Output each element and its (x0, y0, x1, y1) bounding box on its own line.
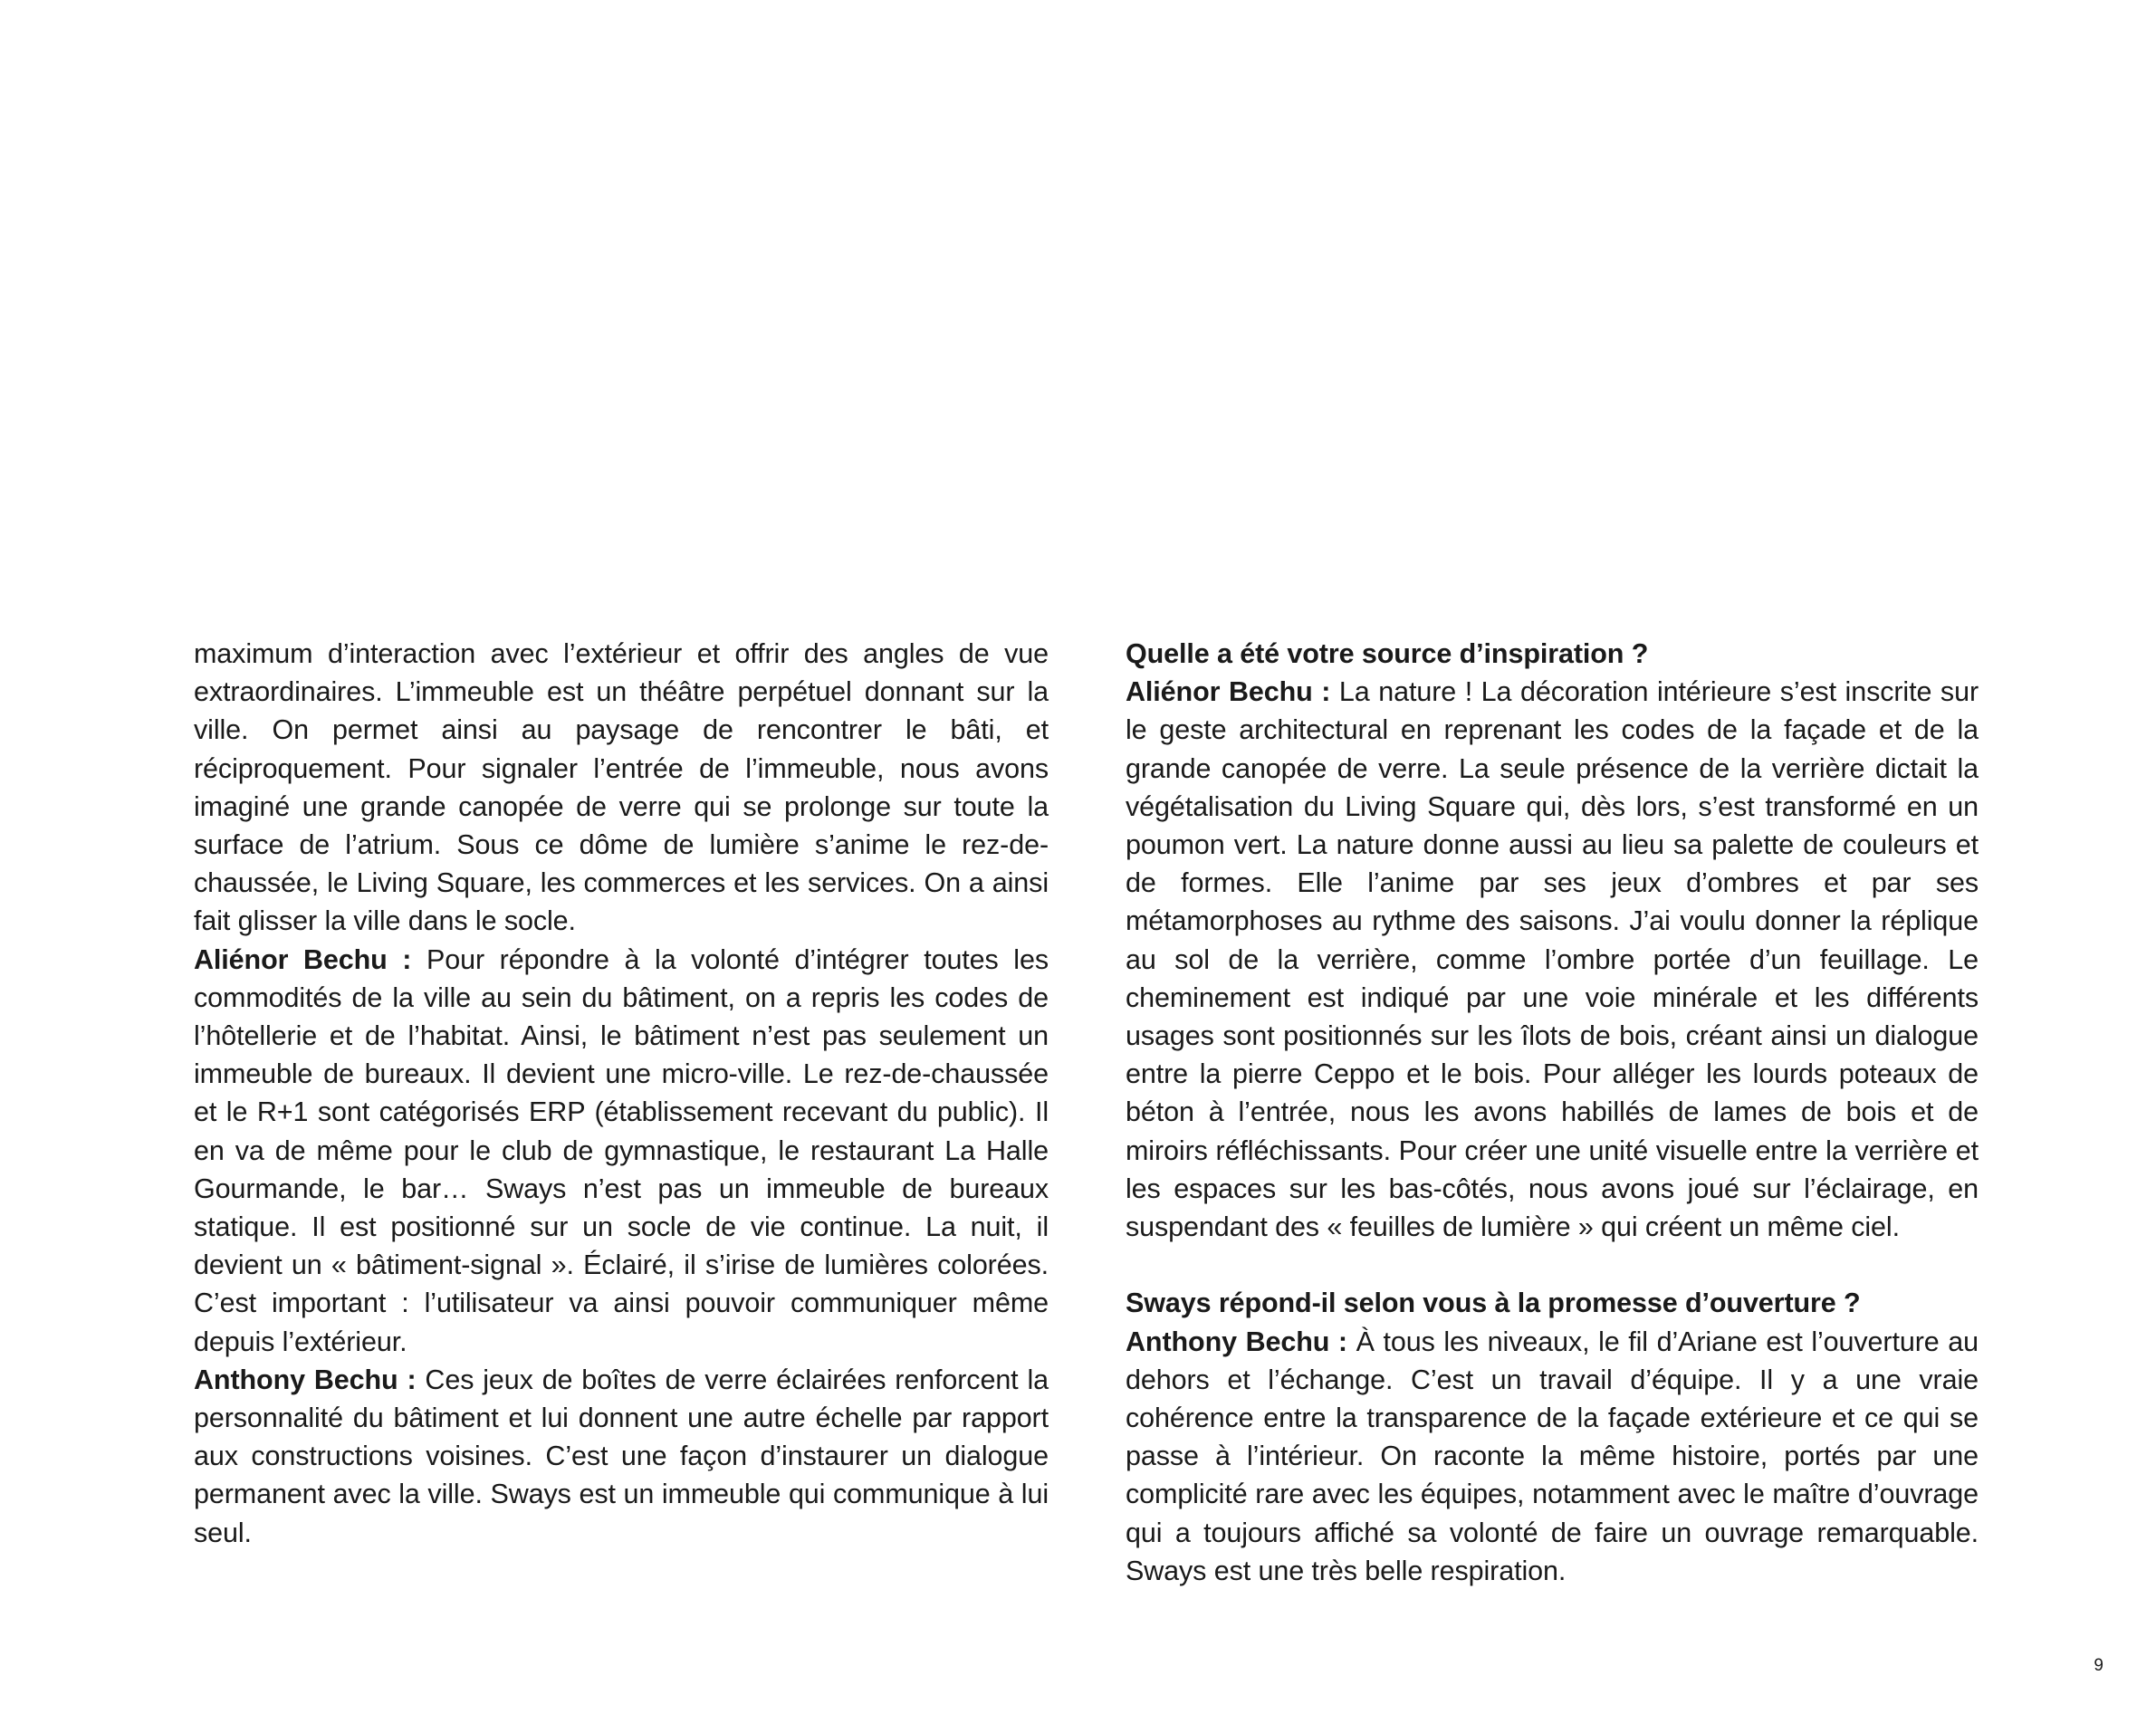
right-column (1126, 635, 1979, 1590)
speaker-name: Aliénor Bechu : (1126, 676, 1331, 708)
speaker-name: Anthony Bechu : (1126, 1326, 1347, 1357)
interview-question: Sways répond-il selon vous à la promesse d’ouverture ? (1126, 1288, 1861, 1319)
paragraph-alienor (194, 941, 1049, 1361)
page-number: 9 (2094, 1656, 2103, 1675)
paragraph-text: maximum d’interaction avec l’extérieur et offrir des angles de vue extraordinaires. L’immeuble est un théâtre perpétuel donnant sur la ville. On permet ainsi au paysage de rencontrer le bâti, et réciproquement. Pour signaler l’entrée de l’immeuble, nous avons imaginé une grande canopée de verre qui se prolonge sur toute la surface de l’atrium. Sous ce dôme de lumière s’anime le rez-de-chaussée, le Living Square, les commerces et les services. On a ainsi fait glisser la ville dans le socle. (194, 638, 1049, 937)
paragraph-text: À tous les niveaux, le fil d’Ariane est l’ouverture au dehors et l’échange. C’est un travail d’équipe. Il y a une vraie cohérence entre la transparence de la façade extérieure et ce qui se passe à l’intérieur. On raconte la même histoire, portés par une complicité rare avec les équipes, notamment avec le maître d’ouvrage qui a toujours affiché sa volonté de faire un ouvrage remarquable. Sways est une très belle respiration. (1126, 1326, 1979, 1586)
answer-anthony (1126, 1323, 1979, 1590)
paragraph-text: Ces jeux de boîtes de verre éclairées renforcent la personnalité du bâtiment et lui donnent une autre échelle par rapport aux constructions voisines. C’est une façon d’instaurer un dialogue permanent avec la ville. Sways est un immeuble qui communique à lui seul. (194, 1364, 1049, 1548)
paragraph-text: La nature ! La décoration intérieure s’est inscrite sur le geste architectural en reprenant les codes de la façade et de la grande canopée de verre. La seule présence de la verrière dictait la végétalisation du Living Square qui, dès lors, s’est transformé en un poumon vert. La nature donne aussi au lieu sa palette de couleurs et de formes. Elle l’anime par ses jeux d’ombres et par ses métamorphoses au rythme des saisons. J’ai voulu donner la réplique au sol de la verrière, comme l’ombre portée d’un feuillage. Le cheminement est indiqué par une voie minérale et les différents usages sont positionnés sur les îlots de bois, créant ainsi un dialogue entre la pierre Ceppo et le bois. Pour alléger les lourds poteaux de béton à l’entrée, nous les avons habillés de lames de bois et de miroirs réfléchissants. Pour créer une unité visuelle entre la verrière et les espaces sur les bas-côtés, nous avons joué sur l’éclairage, en suspendant des « feuilles de lumière » qui créent un même ciel. (1126, 676, 1979, 1243)
left-column (194, 635, 1049, 1552)
paragraph-text: Pour répondre à la volonté d’intégrer toutes les commodités de la ville au sein du bâtiment, on a repris les codes de l’hôtellerie et de l’habitat. Ainsi, le bâtiment n’est pas seulement un immeuble de bureaux. Il devient une micro-ville. Le rez-de-chaussée et le R+1 sont catégorisés ERP (établissement recevant du public). Il en va de même pour le club de gymnastique, le restaurant La Halle Gourmande, le bar… Sways n’est pas un immeuble de bureaux statique. Il est positionné sur un socle de vie continue. La nuit, il devient un « bâtiment-signal ». Éclairé, il s’irise de lumières colorées. C’est important : l’utilisateur va ainsi pouvoir communiquer même depuis l’extérieur. (194, 943, 1049, 1357)
paragraph-intro (194, 635, 1049, 941)
paragraph-anthony (194, 1361, 1049, 1552)
answer-alienor (1126, 673, 1979, 1246)
interview-question: Quelle a été votre source d’inspiration ? (1126, 638, 1649, 669)
speaker-name: Aliénor Bechu : (194, 943, 412, 975)
section-spacer (1126, 1246, 1979, 1284)
speaker-name: Anthony Bechu : (194, 1364, 417, 1395)
